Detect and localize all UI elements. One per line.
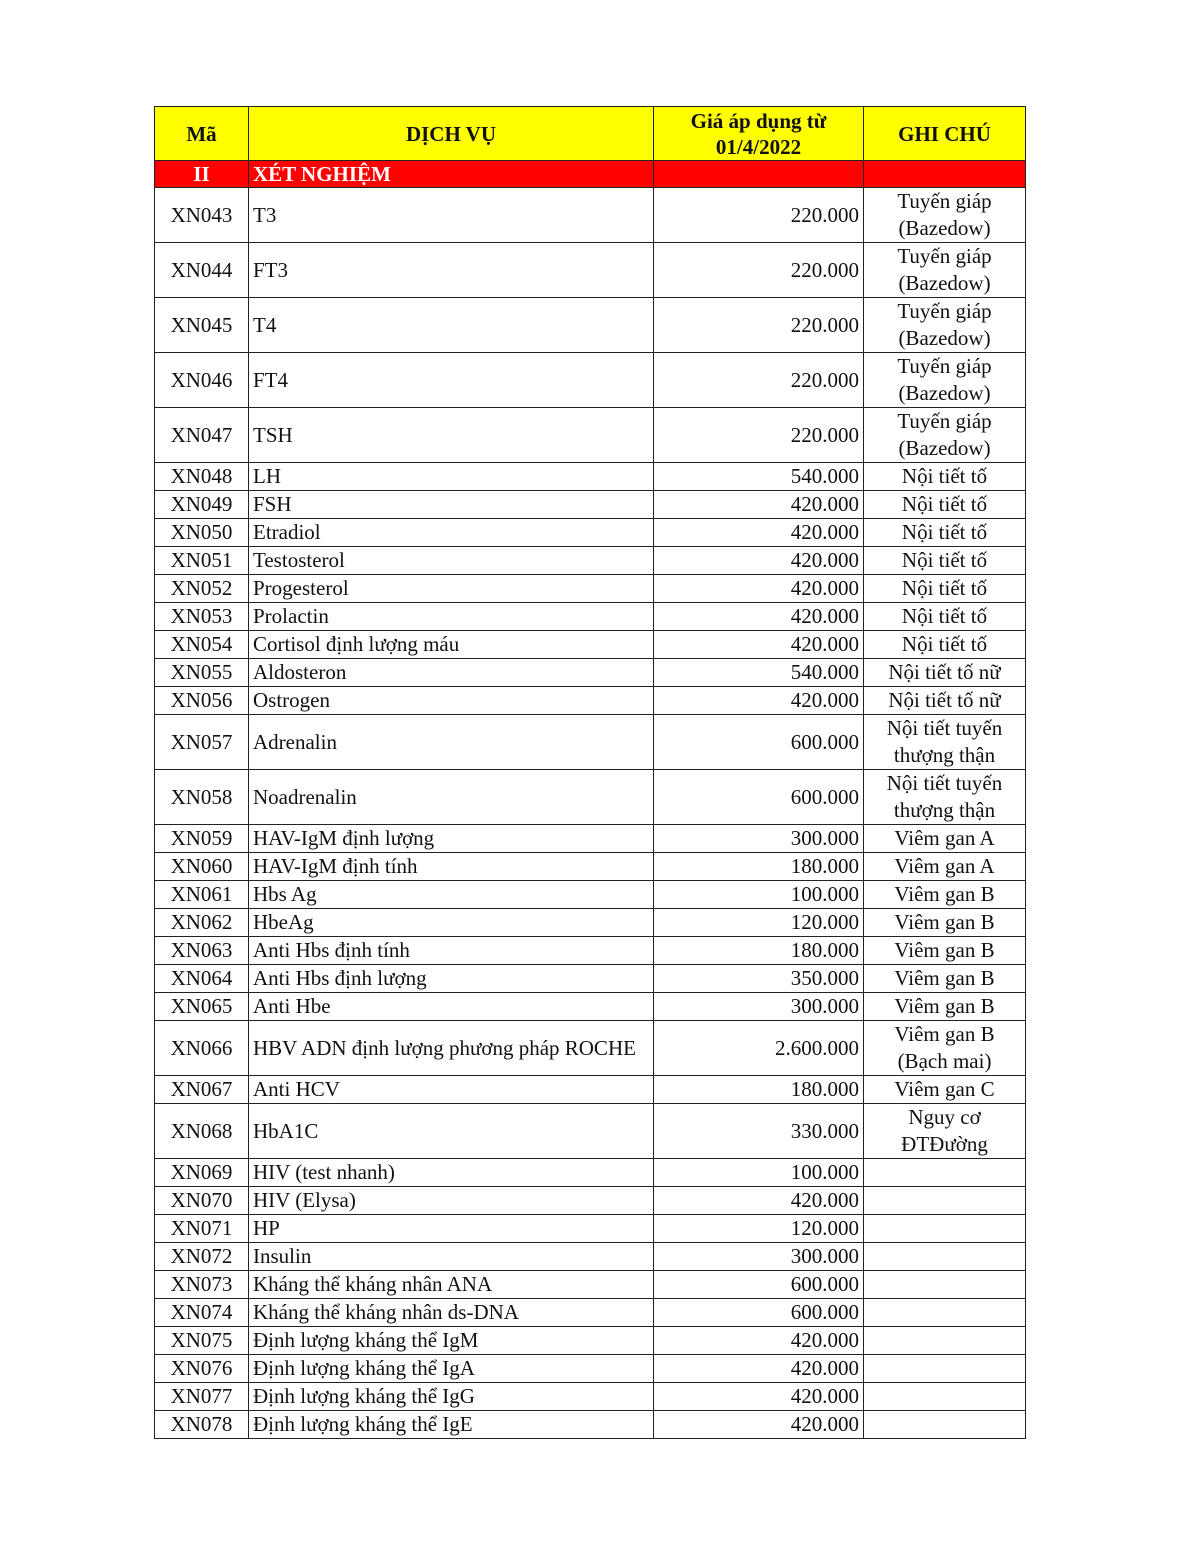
cell-price: 420.000 [654,603,864,631]
section-row [155,161,1026,188]
cell-service: LH [249,463,654,491]
cell-note [864,1355,1026,1383]
table-row [155,1159,1026,1187]
header-price-line2: 01/4/2022 [715,134,802,159]
cell-note [864,1187,1026,1215]
table-row [155,715,1026,770]
table-row [155,1355,1026,1383]
cell-price: 540.000 [654,463,864,491]
cell-service: Testosterol [249,547,654,575]
cell-code: XN074 [155,1299,249,1327]
header-service: DỊCH VỤ [249,107,654,161]
header-price [654,107,864,161]
header-note: GHI CHÚ [864,107,1026,161]
section-title: XÉT NGHIỆM [249,161,654,188]
note-line: Nguy cơ [908,1105,981,1129]
cell-price: 2.600.000 [654,1021,864,1076]
table-row [155,353,1026,408]
table-row [155,881,1026,909]
cell-code: XN061 [155,881,249,909]
header-code: Mã [155,107,249,161]
table-row [155,631,1026,659]
note-line: (Bazedow) [898,436,991,460]
cell-code: XN049 [155,491,249,519]
cell-note [864,937,1026,965]
table-row [155,547,1026,575]
note-line: Nội tiết tố nữ [888,660,1001,684]
cell-service: HAV-IgM định lượng [249,825,654,853]
note-line: Tuyến giáp [897,409,992,433]
cell-price: 540.000 [654,659,864,687]
cell-service: FSH [249,491,654,519]
header-price-line1: Giá áp dụng từ [690,108,827,133]
price-table [154,106,1026,1439]
table-row [155,1215,1026,1243]
table-row [155,603,1026,631]
cell-note [864,853,1026,881]
cell-code: XN076 [155,1355,249,1383]
cell-price: 100.000 [654,1159,864,1187]
cell-price: 420.000 [654,575,864,603]
cell-service: HBV ADN định lượng phương pháp ROCHE [249,1021,654,1076]
cell-code: XN046 [155,353,249,408]
note-line: Viêm gan B [894,1022,995,1046]
cell-code: XN053 [155,603,249,631]
note-line: Nội tiết tố [901,604,988,628]
table-row [155,463,1026,491]
cell-service: Progesterol [249,575,654,603]
cell-service: Aldosteron [249,659,654,687]
cell-service: Anti Hbs định lượng [249,965,654,993]
cell-service: Insulin [249,1243,654,1271]
table-row [155,937,1026,965]
note-line: Nội tiết tuyến [886,771,1003,795]
cell-code: XN045 [155,298,249,353]
cell-note [864,188,1026,243]
cell-code: XN051 [155,547,249,575]
cell-code: XN067 [155,1076,249,1104]
cell-note [864,1327,1026,1355]
cell-note [864,1383,1026,1411]
cell-note [864,1243,1026,1271]
cell-note [864,631,1026,659]
cell-note [864,965,1026,993]
header-row [155,107,1026,161]
table-row [155,1076,1026,1104]
note-line: thượng thận [893,743,996,767]
cell-code: XN044 [155,243,249,298]
cell-price: 220.000 [654,298,864,353]
table-row [155,825,1026,853]
table-row [155,1243,1026,1271]
cell-service: Anti Hbs định tính [249,937,654,965]
cell-note [864,909,1026,937]
cell-code: XN073 [155,1271,249,1299]
table-row [155,408,1026,463]
cell-code: XN071 [155,1215,249,1243]
cell-service: HbA1C [249,1104,654,1159]
note-line: Nội tiết tố [901,548,988,572]
cell-code: XN077 [155,1383,249,1411]
note-line: (Bazedow) [898,216,991,240]
cell-code: XN056 [155,687,249,715]
table-row [155,1327,1026,1355]
cell-price: 420.000 [654,1355,864,1383]
note-line: thượng thận [893,798,996,822]
cell-price: 350.000 [654,965,864,993]
cell-note [864,1411,1026,1439]
cell-price: 420.000 [654,1327,864,1355]
cell-note [864,1271,1026,1299]
cell-price: 420.000 [654,687,864,715]
cell-price: 600.000 [654,715,864,770]
cell-price: 330.000 [654,1104,864,1159]
table-row [155,1271,1026,1299]
note-line: (Bazedow) [898,381,991,405]
cell-service: Prolactin [249,603,654,631]
note-line: Nội tiết tố [901,576,988,600]
cell-service: Hbs Ag [249,881,654,909]
cell-price: 420.000 [654,1187,864,1215]
table-row [155,1104,1026,1159]
note-line: Nội tiết tố nữ [888,688,1001,712]
table-body [155,161,1026,1439]
cell-code: XN065 [155,993,249,1021]
cell-note [864,243,1026,298]
cell-service: Định lượng kháng thể IgA [249,1355,654,1383]
cell-note [864,491,1026,519]
cell-code: XN050 [155,519,249,547]
cell-service: HIV (test nhanh) [249,1159,654,1187]
cell-note [864,1021,1026,1076]
cell-price: 220.000 [654,188,864,243]
cell-code: XN057 [155,715,249,770]
note-line: Tuyến giáp [897,299,992,323]
cell-note [864,715,1026,770]
cell-note [864,1104,1026,1159]
cell-price: 420.000 [654,547,864,575]
cell-price: 300.000 [654,993,864,1021]
note-line: Viêm gan B [894,938,995,962]
cell-service: Noadrenalin [249,770,654,825]
note-line: Viêm gan B [894,994,995,1018]
cell-note [864,1159,1026,1187]
section-code: II [155,161,249,188]
cell-service: HAV-IgM định tính [249,853,654,881]
cell-code: XN068 [155,1104,249,1159]
note-line: Viêm gan A [894,826,995,850]
table-row [155,575,1026,603]
cell-note [864,993,1026,1021]
cell-code: XN060 [155,853,249,881]
cell-note [864,575,1026,603]
cell-code: XN058 [155,770,249,825]
cell-code: XN048 [155,463,249,491]
cell-code: XN069 [155,1159,249,1187]
cell-price: 180.000 [654,937,864,965]
cell-note [864,1215,1026,1243]
cell-note [864,825,1026,853]
cell-code: XN072 [155,1243,249,1271]
table-row [155,770,1026,825]
note-line: Nội tiết tố [901,492,988,516]
note-line: (Bazedow) [898,326,991,350]
cell-note [864,298,1026,353]
table-row [155,1187,1026,1215]
table-row [155,993,1026,1021]
note-line: ĐTĐường [901,1132,988,1156]
cell-service: T3 [249,188,654,243]
cell-code: XN063 [155,937,249,965]
cell-price: 600.000 [654,770,864,825]
cell-note [864,1299,1026,1327]
cell-code: XN066 [155,1021,249,1076]
cell-price: 420.000 [654,1411,864,1439]
table-row [155,243,1026,298]
cell-note [864,687,1026,715]
note-line: Nội tiết tố [901,520,988,544]
cell-note [864,463,1026,491]
cell-price: 220.000 [654,353,864,408]
table-row [155,853,1026,881]
table-row [155,965,1026,993]
cell-service: TSH [249,408,654,463]
cell-price: 220.000 [654,243,864,298]
note-line: Tuyến giáp [897,354,992,378]
cell-price: 220.000 [654,408,864,463]
cell-code: XN052 [155,575,249,603]
cell-service: Kháng thể kháng nhân ANA [249,1271,654,1299]
cell-note [864,408,1026,463]
cell-service: Cortisol định lượng máu [249,631,654,659]
cell-code: XN075 [155,1327,249,1355]
cell-code: XN043 [155,188,249,243]
cell-price: 420.000 [654,1383,864,1411]
section-price [654,161,864,188]
note-line: Viêm gan C [894,1077,995,1101]
cell-price: 300.000 [654,825,864,853]
cell-service: Anti HCV [249,1076,654,1104]
cell-note [864,603,1026,631]
cell-service: Định lượng kháng thể IgM [249,1327,654,1355]
table-row [155,1383,1026,1411]
cell-price: 420.000 [654,631,864,659]
cell-note [864,547,1026,575]
note-line: Tuyến giáp [897,189,992,213]
table-row [155,909,1026,937]
note-line: Nội tiết tuyến [886,716,1003,740]
note-line: Viêm gan A [894,854,995,878]
table-row [155,491,1026,519]
cell-code: XN064 [155,965,249,993]
cell-service: Etradiol [249,519,654,547]
note-line: Viêm gan B [894,882,995,906]
note-line: Tuyến giáp [897,244,992,268]
note-line: (Bạch mai) [897,1049,992,1073]
cell-note [864,353,1026,408]
cell-service: HIV (Elysa) [249,1187,654,1215]
table-row [155,519,1026,547]
table-row [155,298,1026,353]
note-line: Viêm gan B [894,966,995,990]
table-row [155,1411,1026,1439]
cell-code: XN062 [155,909,249,937]
cell-price: 300.000 [654,1243,864,1271]
note-line: Nội tiết tố [901,464,988,488]
cell-note [864,770,1026,825]
cell-service: Ostrogen [249,687,654,715]
cell-code: XN054 [155,631,249,659]
cell-code: XN047 [155,408,249,463]
cell-service: FT3 [249,243,654,298]
cell-price: 120.000 [654,1215,864,1243]
cell-price: 120.000 [654,909,864,937]
table-row [155,659,1026,687]
note-line: (Bazedow) [898,271,991,295]
cell-service: T4 [249,298,654,353]
cell-code: XN059 [155,825,249,853]
cell-service: HbeAg [249,909,654,937]
cell-service: Anti Hbe [249,993,654,1021]
cell-note [864,1076,1026,1104]
cell-price: 600.000 [654,1299,864,1327]
cell-price: 420.000 [654,519,864,547]
cell-note [864,881,1026,909]
note-line: Nội tiết tố [901,632,988,656]
cell-code: XN055 [155,659,249,687]
cell-service: Định lượng kháng thể IgE [249,1411,654,1439]
cell-service: Định lượng kháng thể IgG [249,1383,654,1411]
cell-service: HP [249,1215,654,1243]
cell-code: XN078 [155,1411,249,1439]
cell-price: 600.000 [654,1271,864,1299]
cell-note [864,519,1026,547]
note-line: Viêm gan B [894,910,995,934]
section-note [864,161,1026,188]
cell-note [864,659,1026,687]
cell-price: 180.000 [654,1076,864,1104]
cell-code: XN070 [155,1187,249,1215]
cell-service: Kháng thể kháng nhân ds-DNA [249,1299,654,1327]
table-row [155,687,1026,715]
cell-price: 420.000 [654,491,864,519]
cell-service: Adrenalin [249,715,654,770]
cell-service: FT4 [249,353,654,408]
table-row [155,188,1026,243]
cell-price: 180.000 [654,853,864,881]
table-row [155,1299,1026,1327]
cell-price: 100.000 [654,881,864,909]
table-row [155,1021,1026,1076]
